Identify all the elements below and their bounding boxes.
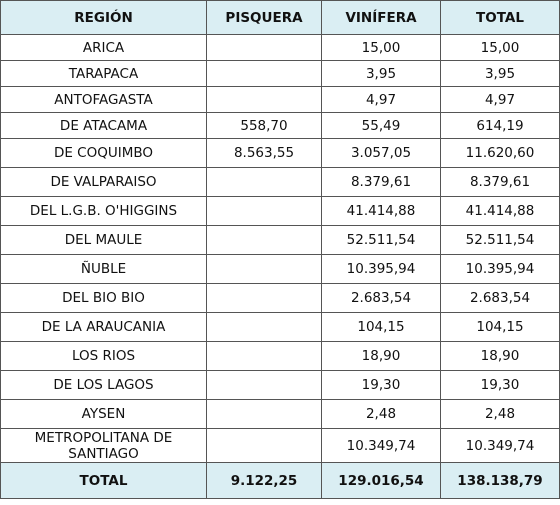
total-cell: 8.379,61 — [441, 168, 560, 197]
totals-total: 138.138,79 — [441, 463, 560, 499]
region-cell: ARICA — [1, 35, 207, 61]
total-cell: 52.511,54 — [441, 226, 560, 255]
total-cell: 18,90 — [441, 342, 560, 371]
table-row — [1, 371, 560, 400]
totals-label: TOTAL — [1, 463, 207, 499]
region-cell: TARAPACA — [1, 61, 207, 87]
pisquera-cell: 558,70 — [207, 113, 322, 139]
vinifera-cell: 41.414,88 — [322, 197, 441, 226]
header-region: REGIÓN — [1, 1, 207, 35]
vinifera-cell: 2,48 — [322, 400, 441, 429]
region-cell: LOS RIOS — [1, 342, 207, 371]
pisquera-cell — [207, 371, 322, 400]
pisquera-cell — [207, 255, 322, 284]
pisquera-cell — [207, 429, 322, 463]
pisquera-cell — [207, 197, 322, 226]
total-cell: 15,00 — [441, 35, 560, 61]
vinifera-cell: 8.379,61 — [322, 168, 441, 197]
table-row — [1, 342, 560, 371]
region-cell: DEL L.G.B. O'HIGGINS — [1, 197, 207, 226]
total-cell: 3,95 — [441, 61, 560, 87]
table-row — [1, 226, 560, 255]
header-total: TOTAL — [441, 1, 560, 35]
pisquera-cell — [207, 342, 322, 371]
region-cell: DE VALPARAISO — [1, 168, 207, 197]
region-cell: DE COQUIMBO — [1, 139, 207, 168]
table-row — [1, 61, 560, 87]
totals-vinifera: 129.016,54 — [322, 463, 441, 499]
table-row — [1, 255, 560, 284]
pisquera-cell: 8.563,55 — [207, 139, 322, 168]
region-cell: ANTOFAGASTA — [1, 87, 207, 113]
vinifera-cell: 10.395,94 — [322, 255, 441, 284]
pisquera-cell — [207, 284, 322, 313]
total-cell: 10.349,74 — [441, 429, 560, 463]
total-cell: 2,48 — [441, 400, 560, 429]
header-vinifera: VINÍFERA — [322, 1, 441, 35]
region-cell: METROPOLITANA DE SANTIAGO — [1, 429, 207, 463]
vinifera-cell: 4,97 — [322, 87, 441, 113]
totals-row — [1, 463, 560, 499]
vinifera-cell: 3.057,05 — [322, 139, 441, 168]
pisquera-cell — [207, 87, 322, 113]
total-cell: 41.414,88 — [441, 197, 560, 226]
table-row — [1, 87, 560, 113]
total-cell: 104,15 — [441, 313, 560, 342]
table-body — [1, 35, 560, 463]
pisquera-cell — [207, 35, 322, 61]
table-row — [1, 113, 560, 139]
region-cell: DE LOS LAGOS — [1, 371, 207, 400]
vinifera-cell: 18,90 — [322, 342, 441, 371]
header-pisquera: PISQUERA — [207, 1, 322, 35]
table-row — [1, 168, 560, 197]
vinifera-cell: 15,00 — [322, 35, 441, 61]
vinifera-cell: 55,49 — [322, 113, 441, 139]
table-row — [1, 284, 560, 313]
pisquera-cell — [207, 168, 322, 197]
header-row — [1, 1, 560, 35]
region-cell: DEL MAULE — [1, 226, 207, 255]
vinifera-cell: 52.511,54 — [322, 226, 441, 255]
totals-pisquera: 9.122,25 — [207, 463, 322, 499]
pisquera-cell — [207, 226, 322, 255]
vinifera-cell: 19,30 — [322, 371, 441, 400]
region-cell: DE ATACAMA — [1, 113, 207, 139]
region-cell: ÑUBLE — [1, 255, 207, 284]
vinifera-cell: 10.349,74 — [322, 429, 441, 463]
table-row — [1, 429, 560, 463]
total-cell: 4,97 — [441, 87, 560, 113]
pisquera-cell — [207, 313, 322, 342]
pisquera-cell — [207, 400, 322, 429]
region-cell: DE LA ARAUCANIA — [1, 313, 207, 342]
table-row — [1, 139, 560, 168]
total-cell: 10.395,94 — [441, 255, 560, 284]
vinifera-cell: 3,95 — [322, 61, 441, 87]
total-cell: 19,30 — [441, 371, 560, 400]
table-row — [1, 35, 560, 61]
region-cell: AYSEN — [1, 400, 207, 429]
table-row — [1, 400, 560, 429]
vinifera-cell: 104,15 — [322, 313, 441, 342]
total-cell: 11.620,60 — [441, 139, 560, 168]
total-cell: 2.683,54 — [441, 284, 560, 313]
vinifera-cell: 2.683,54 — [322, 284, 441, 313]
table-row — [1, 313, 560, 342]
total-cell: 614,19 — [441, 113, 560, 139]
table-row — [1, 197, 560, 226]
region-cell: DEL BIO BIO — [1, 284, 207, 313]
pisquera-cell — [207, 61, 322, 87]
